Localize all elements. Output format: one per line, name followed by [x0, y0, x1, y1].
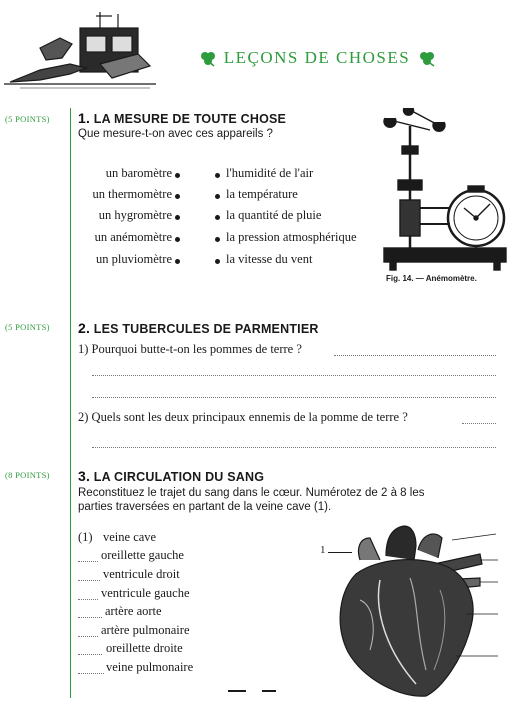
- anemometer-illustration: [380, 100, 510, 272]
- number-blank[interactable]: [78, 653, 102, 655]
- instrument-item: un anémomètre: [94, 230, 172, 244]
- match-dot-right[interactable]: [215, 173, 220, 178]
- section1-title: LA MESURE DE TOUTE CHOSE: [93, 112, 287, 126]
- part-item: veine cave: [103, 530, 157, 544]
- margin-rule: [70, 108, 71, 698]
- number-blank[interactable]: [78, 598, 98, 600]
- part-item: artère pulmonaire: [101, 623, 190, 637]
- header-illustration: [0, 8, 160, 90]
- part-item: oreillette droite: [106, 641, 183, 655]
- figure-caption: Fig. 14. — Anémomètre.: [386, 274, 477, 283]
- section3-points: (8 POINTS): [5, 470, 50, 480]
- section1-question: Que mesure-t-on avec ces appareils ?: [78, 128, 273, 140]
- clover-icon: [198, 51, 218, 67]
- page-title: LEÇONS DE CHOSES: [223, 48, 411, 67]
- answer-line[interactable]: [462, 422, 496, 424]
- section3-title: LA CIRCULATION DU SANG: [93, 470, 265, 484]
- number-blank[interactable]: [78, 616, 102, 618]
- measure-item: la vitesse du vent: [226, 252, 313, 266]
- match-dot-right[interactable]: [215, 194, 220, 199]
- clover-icon: [416, 51, 438, 67]
- measure-item: l'humidité de l'air: [226, 166, 314, 180]
- section2-points: (5 POINTS): [5, 322, 50, 332]
- page-title-row: [198, 48, 438, 68]
- measure-item: la température: [226, 187, 298, 201]
- measure-item: la pression atmosphérique: [226, 230, 357, 244]
- part-marker: (1): [78, 530, 93, 544]
- section1-heading: [78, 110, 286, 126]
- heart-label: 1: [320, 544, 326, 556]
- footer-ornament: [228, 690, 246, 692]
- answer-line[interactable]: [334, 354, 496, 356]
- match-dot-left[interactable]: [175, 194, 180, 199]
- match-dot-left[interactable]: [175, 215, 180, 220]
- section1-number: 1.: [78, 110, 91, 126]
- instrument-item: un baromètre: [105, 166, 172, 180]
- heart-illustration: [330, 520, 502, 702]
- footer-ornament: [262, 690, 276, 692]
- measure-item: la quantité de pluie: [226, 208, 322, 222]
- part-item: veine pulmonaire: [106, 660, 194, 674]
- part-item: oreillette gauche: [101, 548, 184, 562]
- match-dot-right[interactable]: [215, 237, 220, 242]
- section1-points: (5 POINTS): [5, 114, 50, 124]
- match-dot-right[interactable]: [215, 259, 220, 264]
- section3-heading: [78, 468, 264, 484]
- part-item: artère aorte: [105, 604, 162, 618]
- part-item: ventricule gauche: [101, 586, 190, 600]
- answer-line[interactable]: [92, 396, 496, 398]
- match-dot-left[interactable]: [175, 237, 180, 242]
- number-blank[interactable]: [78, 579, 100, 581]
- section2-number: 2.: [78, 320, 91, 336]
- match-dot-left[interactable]: [175, 259, 180, 264]
- section3-instructions-line1: Reconstituez le trajet du sang dans le cœur. Numérotez de 2 à 8 les: [78, 487, 425, 499]
- section2-heading: [78, 320, 319, 336]
- section2-question1: 1) Pourquoi butte-t-on les pommes de terre ?: [78, 342, 302, 356]
- instrument-item: un pluviomètre: [95, 252, 172, 266]
- answer-line[interactable]: [92, 446, 496, 448]
- instrument-item: un hygromètre: [98, 208, 172, 222]
- instrument-item: un thermomètre: [92, 187, 172, 201]
- match-dot-right[interactable]: [215, 215, 220, 220]
- number-blank[interactable]: [78, 560, 98, 562]
- section3-instructions-line2: parties traversées en partant de la veine cave (1).: [78, 501, 332, 513]
- match-dot-left[interactable]: [175, 173, 180, 178]
- number-blank[interactable]: [78, 672, 104, 674]
- part-item: ventricule droit: [103, 567, 180, 581]
- section3-number: 3.: [78, 468, 91, 484]
- section2-title: LES TUBERCULES DE PARMENTIER: [93, 322, 319, 336]
- answer-line[interactable]: [92, 374, 496, 376]
- number-blank[interactable]: [78, 635, 98, 637]
- section2-question2: 2) Quels sont les deux principaux ennemis de la pomme de terre ?: [78, 410, 408, 424]
